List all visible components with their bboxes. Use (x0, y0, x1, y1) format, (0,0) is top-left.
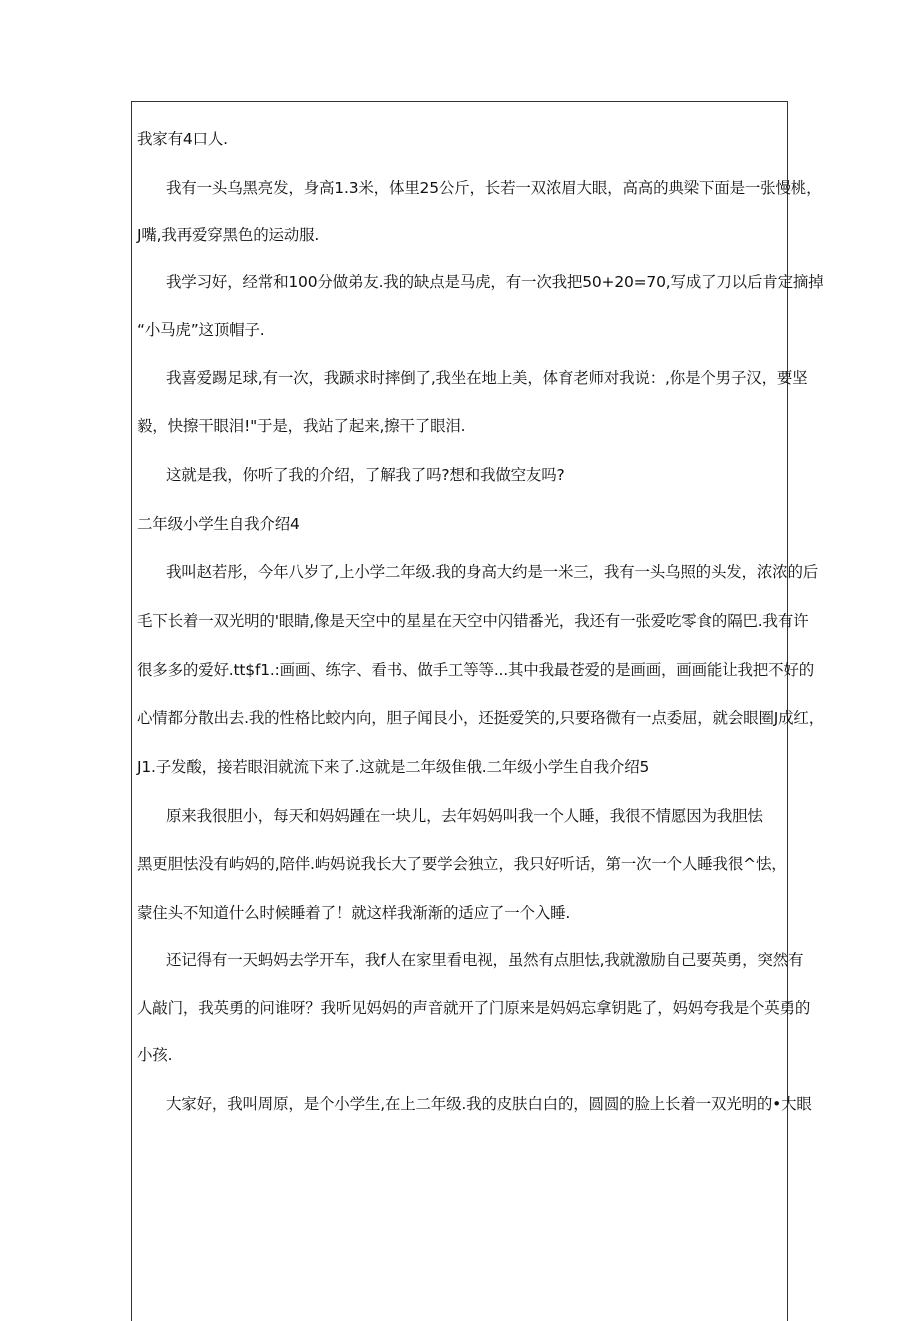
text-line: 我学习好，经常和100分做弟友.我的缺点是马虎，有一次我把50+20=70,写成了刀以后肯定摘掉 (166, 273, 824, 291)
text-line: 我有一头乌黑亮发，身高1.3米，体里25公斤，长若一双浓眉大眼，高高的典梁下面是一张慢桃， (166, 179, 822, 197)
text-line: J嘴,我再爱穿黑色的运动服. (137, 226, 320, 244)
text-line: 毛下长着一双光明的'眼睛,像是天空中的星星在天空中闪错番光，我还有一张爱吃零食的隔巴.我有许 (137, 612, 809, 630)
text-line: 我家有4口人. (137, 130, 228, 148)
section-heading: 二年级小学生自我介绍4 (137, 515, 300, 533)
text-line: 我喜爱踢足球,有一次，我踬求时摔倒了,我坐在地上美，体育老师对我说：,你是个男子汉，要坚 (166, 369, 808, 387)
text-line: 小孩. (137, 1046, 173, 1064)
text-line: J1.子发酸，接若眼泪就流下来了.这就是二年级隹俄.二年级小学生自我介绍5 (137, 758, 650, 776)
text-line: 还记得有一天蚂妈去学开车，我f人在家里看电视，虽然有点胆怯,我就激励自己要英勇，突然有 (166, 951, 804, 969)
text-line: 黑更胆怯没有屿妈的,陪伴.屿妈说我长大了要学会独立，我只好听话，第一次一个人睡我很^怯， (137, 855, 787, 873)
text-line: 毅，快擦干眼泪!"于是，我站了起来,擦干了眼泪. (137, 417, 466, 435)
text-line: 大家好，我叫周原，是个小学生,在上二年级.我的皮肤白白的，圆圆的脸上长着一双光明的•大眼 (166, 1095, 812, 1113)
text-line: 这就是我，你听了我的介绍，了解我了吗?想和我做空友吗? (166, 466, 565, 484)
text-line: 人敲门，我英勇的问谁呀？我听见妈妈的声音就开了门原来是妈妈忘拿钥匙了，妈妈夸我是个英勇的 (137, 999, 811, 1017)
text-line: 蒙住头不知道什么时候睡着了！就这样我渐渐的适应了一个入睡. (137, 904, 571, 922)
text-line: 我叫赵若彤，今年八岁了,上小学二年级.我的身高大约是一米三，我有一头乌照的头发，浓浓的后 (166, 563, 819, 581)
text-line: 心情都分散出去.我的性格比蛟内向，胆子闻艮小，还挺爱笑的,只要珞微有一点委屈，就会眼圈J成红， (137, 709, 825, 727)
text-line: “小马虎”这顶帽子. (137, 321, 265, 339)
text-line: 很多多的爱好.tt$f1.:画画、练字、看书、做手工等等...其中我最苍爱的是画画，画画能让我把不好的 (137, 661, 814, 679)
text-line: 原来我很胆小，每天和妈妈踵在一块儿，去年妈妈叫我一个人睡，我很不情愿因为我胆怯 (166, 807, 763, 825)
